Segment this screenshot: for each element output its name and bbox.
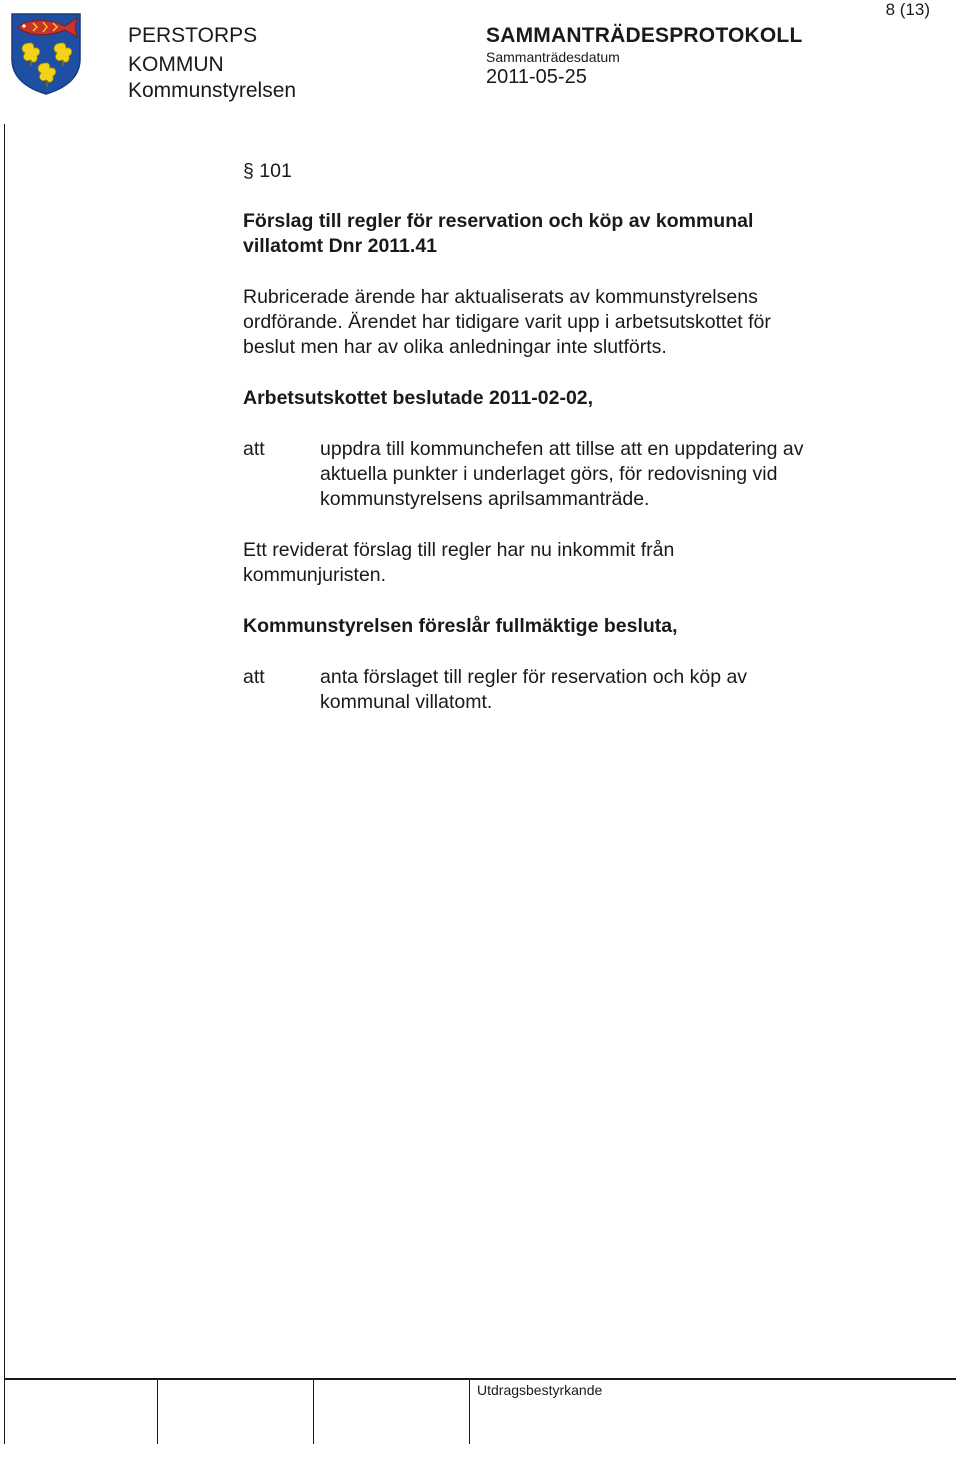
- intro-line-1: Rubricerade ärende har aktualiserats av kommunstyrelsens: [243, 286, 758, 308]
- section-title-line-2: villatomt Dnr 2011.41: [243, 235, 438, 257]
- ks-decision: [243, 665, 893, 717]
- ks-decision-text: [320, 665, 880, 715]
- footer-top-line: [4, 1378, 956, 1380]
- ks-heading: Kommunstyrelsen föreslår fullmäktige besluta,: [243, 615, 678, 637]
- page-number: 8 (13): [885, 0, 930, 19]
- ks-decision-line-2: kommunal villatomt.: [320, 691, 493, 713]
- org-name-line-1: PERSTORPS: [128, 24, 258, 47]
- org-name-line-3: Kommunstyrelsen: [128, 79, 297, 102]
- intro-line-2: ordförande. Ärendet har tidigare varit upp i arbetsutskottet för: [243, 311, 771, 333]
- date-label: Sammanträdesdatum: [486, 49, 620, 65]
- au-decision-text: [320, 437, 880, 512]
- au-decision: [243, 437, 893, 513]
- section-title-line-1: Förslag till regler för reservation och köp av kommunal: [243, 210, 754, 232]
- footer-divider-1: [157, 1379, 158, 1444]
- paragraph-number: § 101: [243, 160, 292, 182]
- au-decision-line-3: kommunstyrelsens aprilsammanträde.: [320, 488, 650, 510]
- ks-decision-line-1: anta förslaget till regler för reservation och köp av: [320, 666, 748, 688]
- date-value: 2011-05-25: [486, 66, 587, 88]
- org-name-line-2: KOMMUN: [128, 53, 224, 76]
- footer-divider-2: [313, 1379, 314, 1444]
- au-heading: Arbetsutskottet beslutade 2011-02-02,: [243, 387, 594, 409]
- footer-divider-3: [469, 1379, 470, 1444]
- ks-decision-att: att: [243, 666, 265, 688]
- update-line-1: Ett reviderat förslag till regler har nu inkommit från: [243, 539, 675, 561]
- footer-label: Utdragsbestyrkande: [477, 1382, 603, 1398]
- update-line-2: kommunjuristen.: [243, 564, 387, 586]
- au-decision-line-2: aktuella punkter i underlaget görs, för redovisning vid: [320, 463, 778, 485]
- au-decision-line-1: uppdra till kommunchefen att tillse att en uppdatering av: [320, 438, 804, 460]
- left-margin-line: [4, 124, 5, 1444]
- intro-line-3: beslut men har av olika anledningar inte slutförts.: [243, 336, 667, 358]
- coat-of-arms-icon: [11, 13, 81, 95]
- au-decision-att: att: [243, 438, 265, 460]
- document-type: SAMMANTRÄDESPROTOKOLL: [486, 24, 803, 47]
